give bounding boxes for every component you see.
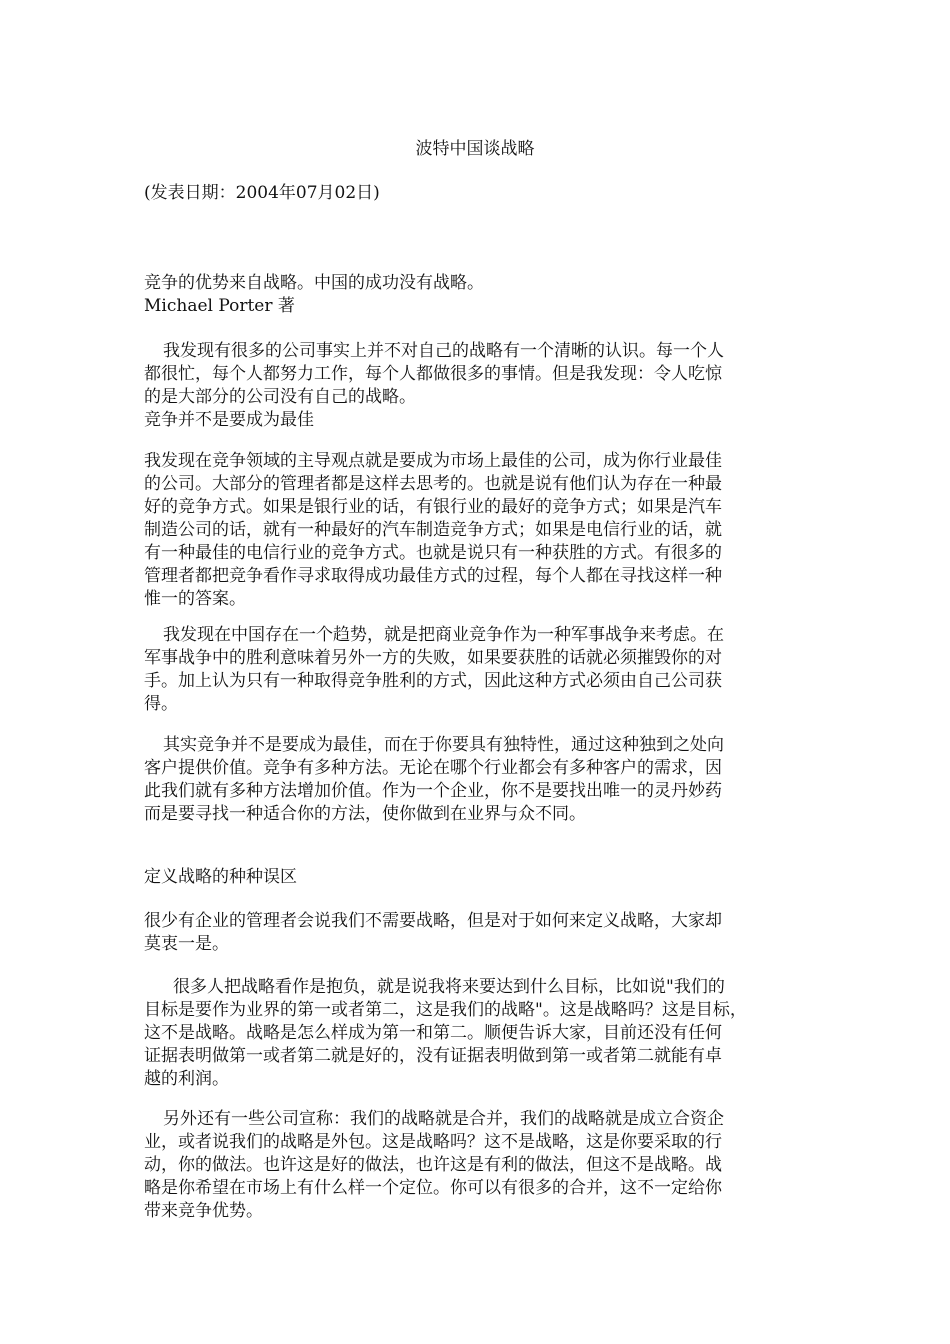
- paragraph-line: 我发现有很多的公司事实上并不对自己的战略有一个清晰的认识。每一个人: [163, 341, 724, 361]
- date-line: (发表日期：2004年07月02日): [144, 183, 380, 203]
- paragraph-line: 此我们就有多种方法增加价值。作为一个企业，你不是要找出唯一的灵丹妙药: [144, 781, 722, 801]
- section-heading-block: [144, 866, 808, 889]
- paragraph-line: 我发现在竞争领域的主导观点就是要成为市场上最佳的公司，成为你行业最佳: [144, 451, 722, 471]
- publish-date: [144, 182, 808, 205]
- paragraph-line: 很少有企业的管理者会说我们不需要战略，但是对于如何来定义战略，大家却: [144, 911, 722, 931]
- paragraph-line: 业，或者说我们的战略是外包。这是战略吗？这不是战略，这是你要采取的行: [144, 1132, 722, 1152]
- paragraph-line: 略是你希望在市场上有什么样一个定位。你可以有很多的合并，这不一定给你: [144, 1178, 722, 1198]
- paragraph-4: [144, 734, 808, 826]
- paragraph-line: 军事战争中的胜利意味着另外一方的失败，如果要获胜的话就必须摧毁你的对: [144, 648, 722, 668]
- paragraph-5: [144, 910, 808, 956]
- document-title: 波特中国谈战略: [415, 139, 535, 159]
- paragraph-line: 得。: [144, 694, 178, 714]
- paragraph-6: [144, 976, 808, 1091]
- paragraph-line: 我发现在中国存在一个趋势，就是把商业竞争作为一种军事战争来考虑。在: [163, 625, 724, 645]
- article-subtitle-block: [144, 272, 808, 318]
- author-line: Michael Porter 著: [144, 296, 295, 316]
- paragraph-line: 客户提供价值。竞争有多种方法。无论在哪个行业都会有多种客户的需求，因: [144, 758, 722, 778]
- paragraph-line: 证据表明做第一或者第二就是好的，没有证据表明做到第一或者第二就能有卓: [144, 1046, 722, 1066]
- paragraph-1: [144, 340, 808, 432]
- paragraph-line: 好的竞争方式。如果是银行业的话，有银行业的最好的竞争方式；如果是汽车: [144, 497, 722, 517]
- paragraph-line: 而是要寻找一种适合你的方法，使你做到在业界与众不同。: [144, 804, 586, 824]
- section-heading: 定义战略的种种误区: [144, 867, 297, 887]
- paragraph-line: 这不是战略。战略是怎么样成为第一和第二。顺便告诉大家，目前还没有任何: [144, 1023, 722, 1043]
- paragraph-line: 动，你的做法。也许这是好的做法，也许这是有利的做法，但这不是战略。战: [144, 1155, 722, 1175]
- paragraph-line: 越的利润。: [144, 1069, 229, 1089]
- paragraph-line: 其实竞争并不是要成为最佳，而在于你要具有独特性，通过这种独到之处向: [163, 735, 724, 755]
- article-subtitle: 竞争的优势来自战略。中国的成功没有战略。: [144, 273, 484, 293]
- paragraph-line: 手。加上认为只有一种取得竞争胜利的方式，因此这种方式必须由自己公司获: [144, 671, 722, 691]
- paragraph-line: 惟一的答案。: [144, 589, 246, 609]
- section-heading: 竞争并不是要成为最佳: [144, 410, 314, 430]
- paragraph-line: 带来竞争优势。: [144, 1201, 263, 1221]
- paragraph-2: [144, 450, 808, 611]
- paragraph-3: [144, 624, 808, 716]
- paragraph-7: [144, 1108, 808, 1223]
- paragraph-line: 的是大部分的公司没有自己的战略。: [144, 387, 416, 407]
- paragraph-line: 的公司。大部分的管理者都是这样去思考的。也就是说有他们认为存在一种最: [144, 474, 722, 494]
- paragraph-line: 目标是要作为业界的第一或者第二，这是我们的战略"。这是战略吗？这是目标，: [144, 1000, 747, 1020]
- paragraph-line: 管理者都把竞争看作寻求取得成功最佳方式的过程，每个人都在寻找这样一种: [144, 566, 722, 586]
- paragraph-line: 制造公司的话，就有一种最好的汽车制造竞争方式；如果是电信行业的话，就: [144, 520, 722, 540]
- paragraph-line: 有一种最佳的电信行业的竞争方式。也就是说只有一种获胜的方式。有很多的: [144, 543, 722, 563]
- paragraph-line: 都很忙，每个人都努力工作，每个人都做很多的事情。但是我发现：令人吃惊: [144, 364, 722, 384]
- paragraph-line: 另外还有一些公司宣称：我们的战略就是合并，我们的战略就是成立合资企: [163, 1109, 724, 1129]
- paragraph-line: 很多人把战略看作是抱负，就是说我将来要达到什么目标，比如说"我们的: [173, 977, 725, 997]
- paragraph-line: 莫衷一是。: [144, 934, 229, 954]
